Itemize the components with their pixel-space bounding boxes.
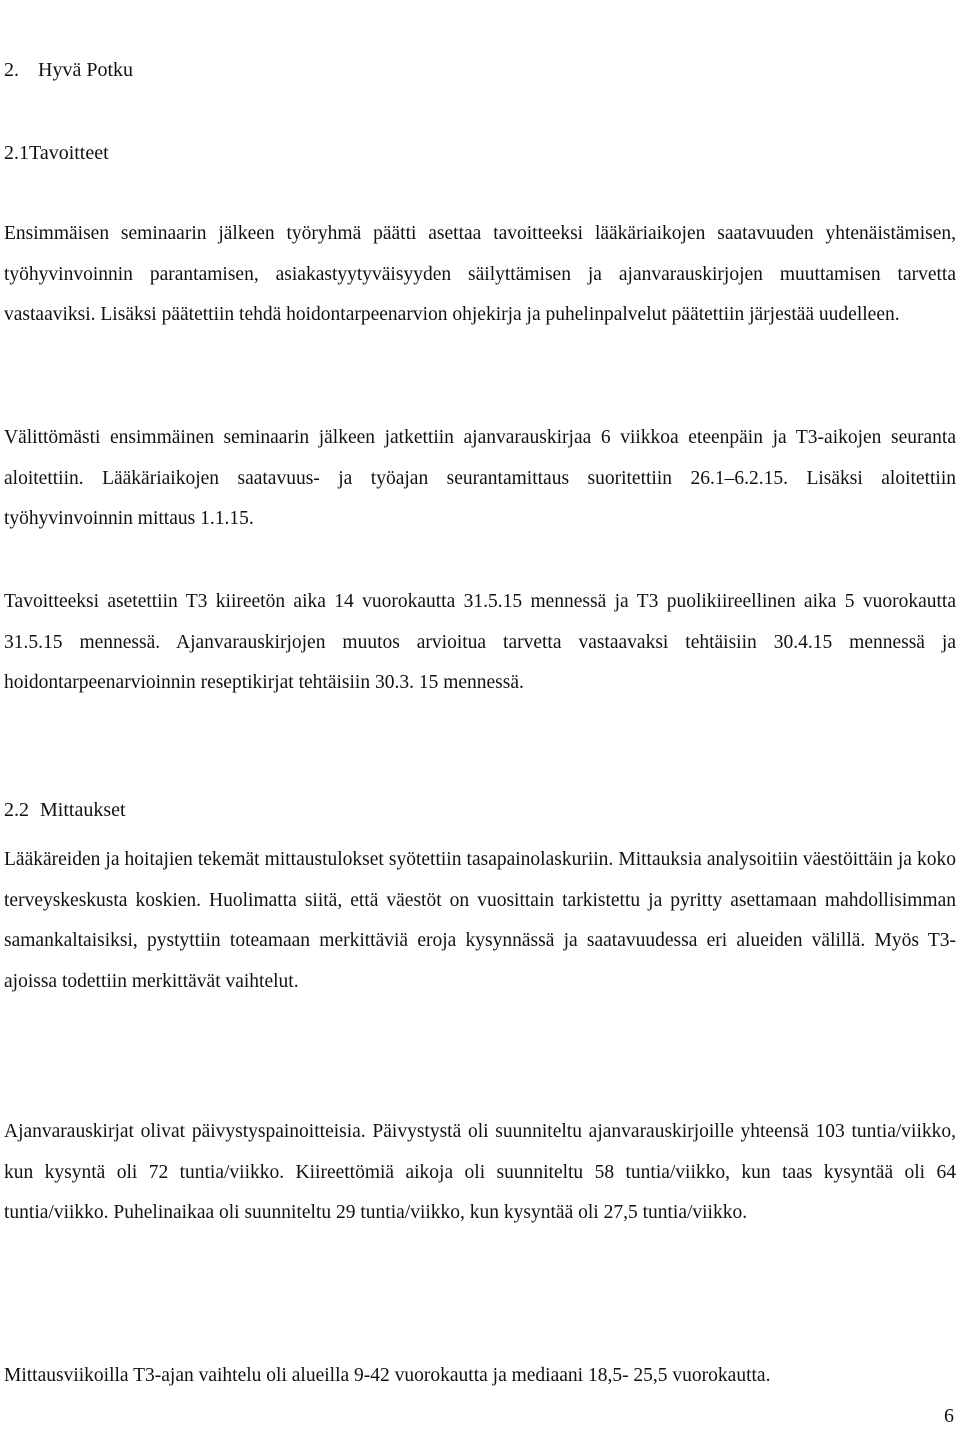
scan-artifact — [340, 0, 550, 4]
section-title: Mittaukset — [40, 799, 126, 821]
page-number: 6 — [944, 1405, 954, 1427]
paragraph-goals-1: Ensimmäisen seminaarin jälkeen työryhmä päätti asettaa tavoitteeksi lääkäriaikojen saatavuuden yhtenäistämisen, työhyvinvoinnin parantamisen, asiakastyytyväisyyden säilyttämisen ja ajanvarauskirjojen muuttamisen tarvetta vastaaviksi. Lisäksi päätettiin tehdä hoidontarpeenarvion ohjekirja ja puhelinpalvelut päätettiin järjestää uudelleen. — [4, 223, 956, 325]
paragraph-goals-2: Välittömästi ensimmäinen seminaarin jälkeen jatkettiin ajanvarauskirjaa 6 viikkoa eteenpäin ja T3-aikojen seuranta aloitettiin. Lääkäriaikojen saatavuus- ja työajan seurantamittaus suoritettiin 26.1–6.2.15. Lisäksi aloitettiin työhyvinvoinnin mittaus 1.1.15. — [4, 427, 956, 529]
section-heading-main — [4, 58, 133, 82]
section-heading-goals — [4, 141, 109, 165]
paragraph-measurements-2: Ajanvarauskirjat olivat päivystyspainoitteisia. Päivystystä oli suunniteltu ajanvarauskirjoille yhteensä 103 tuntia/viikko, kun kysyntä oli 72 tuntia/viikko. Kiireettömiä aikoja oli suunniteltu 58 tuntia/viikko, kun taas kysyntää oli 64 tuntia/viikko. Puhelinaikaa oli suunniteltu 29 tuntia/viikko, kun kysyntää oli 27,5 tuntia/viikko. — [4, 1121, 956, 1223]
paragraph-measurements-1: Lääkäreiden ja hoitajien tekemät mittaustulokset syötettiin tasapainolaskuriin. Mittauksia analysoitiin väestöittäin ja koko terveyskeskusta koskien. Huolimatta siitä, että väestöt on vuosittain tarkistettu ja pyritty asettamaan mahdollisimman samankaltaisiksi, pystyttiin toteamaan merkittäviä eroja kysynnässä ja saatavuudessa eri alueiden välillä. Myös T3-ajoissa todettiin merkittävät vaihtelut. — [4, 849, 956, 992]
section-title: Tavoitteet — [29, 142, 109, 164]
section-number: 2. — [4, 59, 19, 81]
section-heading-measurements — [4, 798, 126, 822]
section-number: 2.1 — [4, 142, 29, 164]
paragraph-goals-3: Tavoitteeksi asetettiin T3 kiireetön aika 14 vuorokautta 31.5.15 mennessä ja T3 puolikiireellinen aika 5 vuorokautta 31.5.15 mennessä. Ajanvarauskirjojen muutos arvioitua tarvetta vastaavaksi tehtäisiin 30.4.15 mennessä ja hoidontarpeenarvioinnin reseptikirjat tehtäisiin 30.3. 15 mennessä. — [4, 591, 956, 693]
paragraph-measurements-3: Mittausviikoilla T3-ajan vaihtelu oli alueilla 9-42 vuorokautta ja mediaani 18,5- 25,5 vuorokautta. — [4, 1365, 771, 1386]
section-number: 2.2 — [4, 799, 29, 821]
section-title: Hyvä Potku — [38, 59, 133, 81]
